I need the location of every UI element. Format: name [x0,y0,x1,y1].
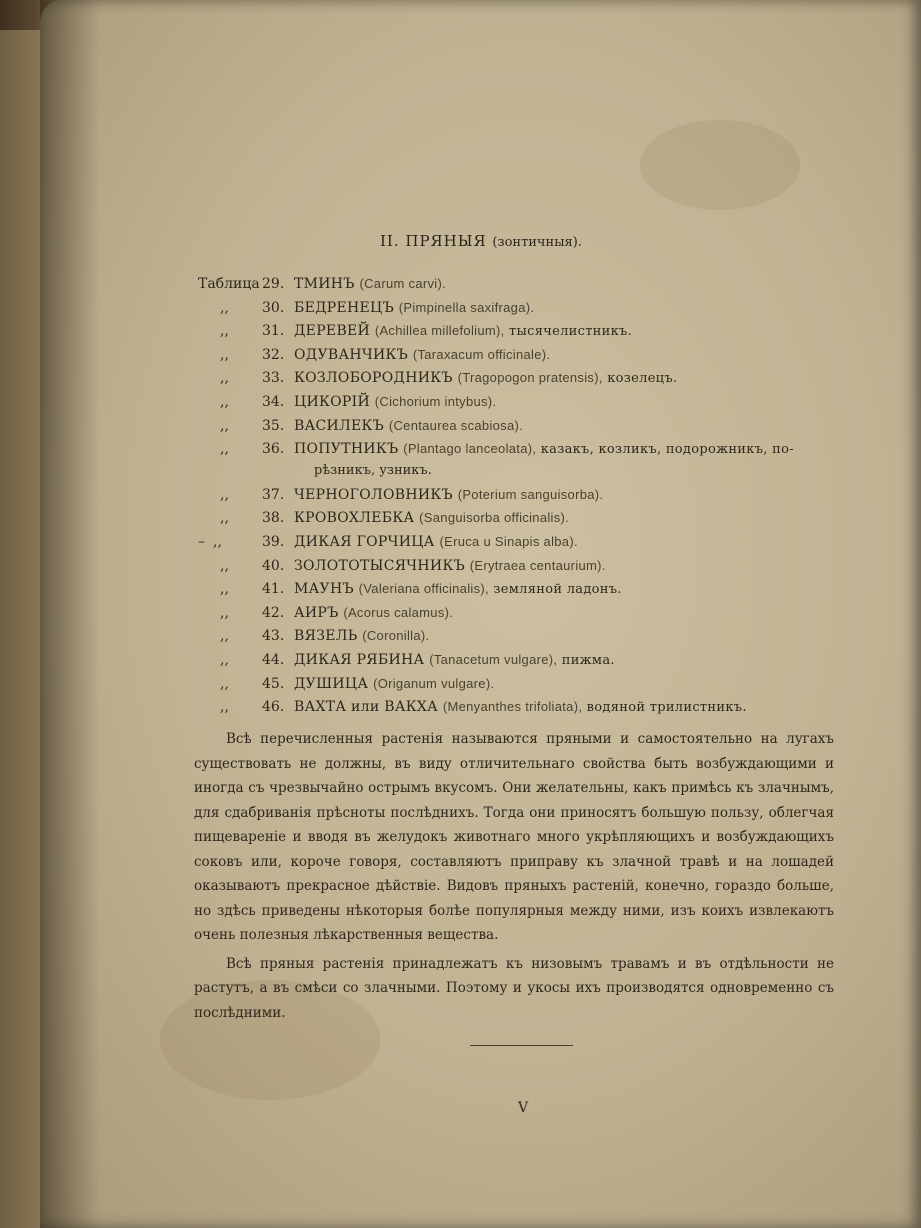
entry-text [294,347,550,363]
entry-number: 36. [262,441,285,458]
divider-rule [470,1045,573,1046]
latin-name: (Poterium sanguisorba). [457,486,604,502]
entry-number: 46. [262,699,285,716]
entry-text [294,581,622,597]
ditto-mark: ,, [220,628,229,645]
common-names: казакъ, козликъ, подорожникъ, по- [536,442,794,458]
dash-mark: – [198,534,205,550]
latin-name: (Pimpinella saxifraga). [398,299,535,315]
common-names: водяной трилистникъ. [582,700,747,716]
latin-name: (Carum carvi). [359,276,447,291]
entry-number: 30. [262,299,285,316]
plant-name: КРОВОХЛЕБКА [294,510,415,527]
entry-number: 33. [262,370,285,387]
plant-name: ЧЕРНОГОЛОВНИКЪ [294,486,453,503]
plant-name: ДУШИЦА [294,675,369,692]
latin-name: (Taraxacum officinale). [412,346,551,362]
entry-number: 34. [262,394,285,410]
entry-text [294,441,794,457]
ditto-mark: ,, [220,486,229,503]
section-heading: II. ПРЯНЫЯ [380,232,487,250]
entry-number: 44. [262,652,285,668]
plant-name: ДИКАЯ ГОРЧИЦА [294,534,435,550]
plant-name: МАУНЪ [294,581,354,598]
ditto-mark: ,, [220,441,229,458]
latin-name: (Valeriana officinalis), [358,581,489,597]
paragraph: Всѣ перечисленныя растенія называются пряными и самостоятельно на лугахъ существовать не должны, въ виду отличительнаго свойства быть возбуждающими и иногда съ чрезвычайно острымъ вкусомъ. Они желательны, какъ примѣсь къ злачнымъ, для сдабриванія прѣсноты послѣднихъ. Тогда они приносятъ большую пользу, облегчая пищевареніе и вводя въ желудокъ животнаго много укрѣпляющихъ и возбуждающихъ соковъ или, короче говоря, составляютъ приправу къ злачной травѣ и на лошадей оказываютъ прекрасное дѣйствіе. Видовъ пряныхъ растеній, конечно, гораздо больше, но здѣсь приведены нѣкоторыя болѣе популярныя между ними, изъ коихъ извлекаютъ очень полезныя лѣкарственныя вещества. [194,731,834,943]
latin-name: (Coronilla). [362,628,430,644]
ditto-mark: ,, [220,557,229,574]
plant-name: БЕДРЕНЕЦЪ [294,299,394,316]
ditto-mark: ,, [220,581,229,598]
plant-name: КОЗЛОБОРОДНИКЪ [294,370,453,387]
entry-number: 41. [262,581,285,598]
ditto-mark: ,, [220,370,229,387]
plant-name: ПОПУТНИКЪ [294,441,399,458]
entry-number: 45. [262,675,285,692]
latin-name: (Plantago lanceolata), [403,441,537,457]
body-text [194,727,834,1025]
entry-text [294,699,747,715]
latin-name: (Tanacetum vulgare), [429,652,558,667]
ditto-mark: ,, [220,417,229,434]
ditto-mark [198,534,222,550]
entry-text [294,487,603,503]
latin-name: (Cichorium intybus). [374,394,497,409]
plant-name: ВАСИЛЕКЪ [294,417,385,434]
plant-name: ВАХТА или ВАКХА [294,699,439,716]
entry-text [294,276,446,292]
plant-name: АИРЪ [294,604,339,621]
entry-number: 43. [262,628,285,645]
entry-text [294,558,606,574]
common-names: тысячелистникъ. [504,324,633,340]
section-subtitle: (зонтичныя). [492,235,582,250]
ditto-mark: ,, [220,675,229,692]
entry-number: 35. [262,417,285,434]
entry-text [294,605,453,621]
plant-name: ВЯЗЕЛЬ [294,628,358,645]
entry-text [294,370,677,386]
latin-name: (Eruca u Sinapis alba). [439,534,578,549]
entry-text [294,300,534,316]
latin-name: (Acorus calamus). [343,604,454,620]
entry-number: 42. [262,604,285,621]
common-names: земляной ладонъ. [488,582,622,598]
ditto-mark: ,, [220,323,229,340]
paper-stain [640,120,800,210]
entry-text [294,628,429,644]
entry-text [294,510,569,526]
entry-number: 29. [262,276,285,292]
entry-continuation: рѣзникъ, узникъ. [314,463,432,479]
plant-name: ОДУВАНЧИКЪ [294,346,409,363]
common-names: козелецъ. [602,371,678,387]
plant-name: ТМИНЪ [294,276,355,292]
paragraph: Всѣ пряныя растенія принадлежатъ къ низовымъ травамъ и въ отдѣльности не растутъ, а въ смѣси со злачными. Поэтому и укосы ихъ производятся одновременно съ послѣдними. [194,955,834,1021]
entry-number: 32. [262,346,285,363]
ditto-mark: ,, [220,652,229,668]
entry-number: 39. [262,534,285,550]
ditto-mark: ,, [220,394,229,410]
entry-text [294,652,615,668]
latin-name: (Erytraea centaurium). [469,557,606,573]
common-names: пижма. [557,653,615,668]
entry-number: 38. [262,510,285,527]
entry-text [294,394,496,410]
plant-name: ЦИКОРІЙ [294,394,370,410]
latin-name: (Menyanthes trifoliata), [442,699,583,715]
page-signature: V [518,1100,529,1116]
ditto-mark: ,, [213,534,222,550]
plant-name: ДИКАЯ РЯБИНА [294,652,425,668]
latin-name: (Achillea millefolium), [374,323,505,339]
plant-name: ЗОЛОТОТЫСЯЧНИКЪ [294,557,466,574]
book-page [40,0,921,1228]
entry-number: 40. [262,557,285,574]
latin-name: (Centaurea scabiosa). [388,417,524,433]
ditto-mark: ,, [220,346,229,363]
ditto-mark: ,, [220,510,229,527]
table-label: Таблица [198,276,260,292]
entry-text [294,418,523,434]
section-title [380,232,680,250]
entry-text [294,323,632,339]
ditto-mark: ,, [220,604,229,621]
entry-number: 31. [262,323,285,340]
latin-name: (Sanguisorba officinalis). [419,510,570,526]
entry-text [294,676,494,692]
entry-number: 37. [262,486,285,503]
entry-text [294,534,578,550]
latin-name: (Tragopogon pratensis), [457,370,603,386]
latin-name: (Origanum vulgare). [373,675,495,691]
ditto-mark: ,, [220,699,229,716]
plant-name: ДЕРЕВЕЙ [294,323,371,340]
ditto-mark: ,, [220,299,229,316]
